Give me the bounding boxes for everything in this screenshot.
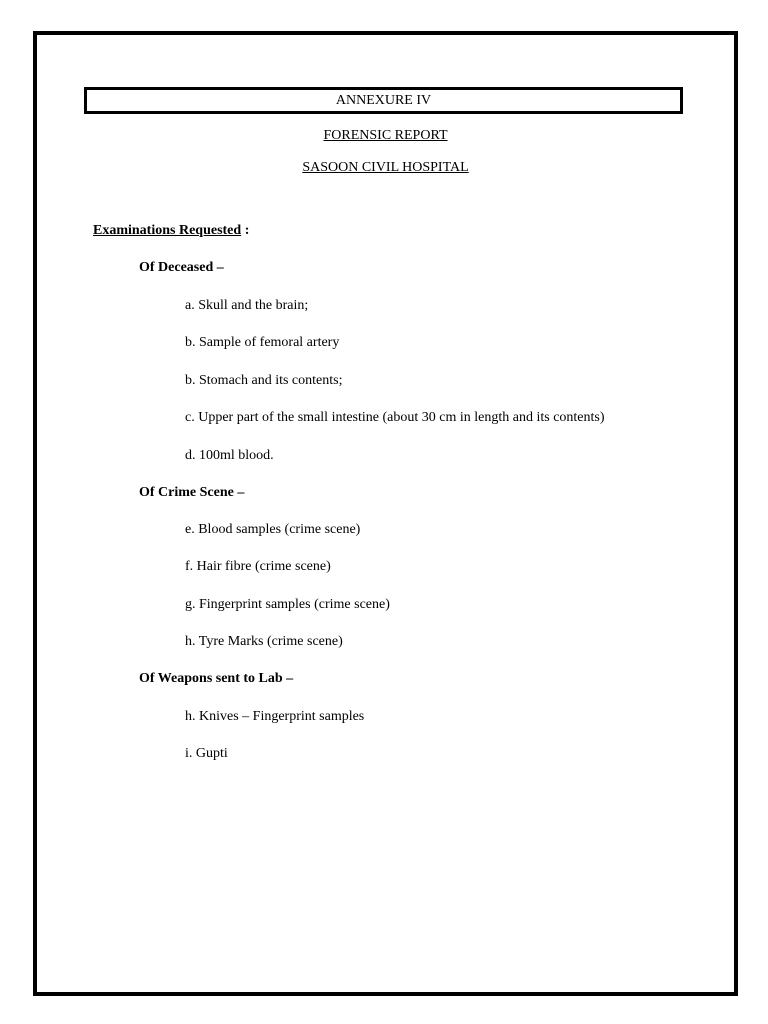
examinations-requested-label: Examinations Requested: [93, 223, 242, 238]
crime-scene-heading: Of Crime Scene –: [139, 485, 245, 500]
weapons-item: h. Knives – Fingerprint samples: [185, 709, 365, 724]
hospital-name: SASOON CIVIL HOSPITAL: [302, 160, 469, 175]
deceased-item: b. Sample of femoral artery: [185, 335, 340, 350]
crime-scene-item: f. Hair fibre (crime scene): [185, 559, 331, 574]
deceased-heading: Of Deceased –: [139, 260, 224, 275]
weapons-item: i. Gupti: [185, 746, 228, 761]
crime-scene-item: h. Tyre Marks (crime scene): [185, 634, 343, 649]
crime-scene-item: g. Fingerprint samples (crime scene): [185, 597, 390, 612]
report-title: FORENSIC REPORT: [323, 128, 448, 143]
annexure-heading: ANNEXURE IV: [84, 87, 683, 114]
crime-scene-item: e. Blood samples (crime scene): [185, 522, 361, 537]
deceased-item: b. Stomach and its contents;: [185, 373, 343, 388]
deceased-item: d. 100ml blood.: [185, 448, 274, 463]
deceased-item: a. Skull and the brain;: [185, 298, 309, 313]
examinations-requested-heading: [93, 223, 249, 239]
examinations-requested-suffix: :: [241, 223, 250, 238]
weapons-heading: Of Weapons sent to Lab –: [139, 671, 294, 686]
deceased-item: c. Upper part of the small intestine (about 30 cm in length and its contents): [185, 410, 605, 425]
